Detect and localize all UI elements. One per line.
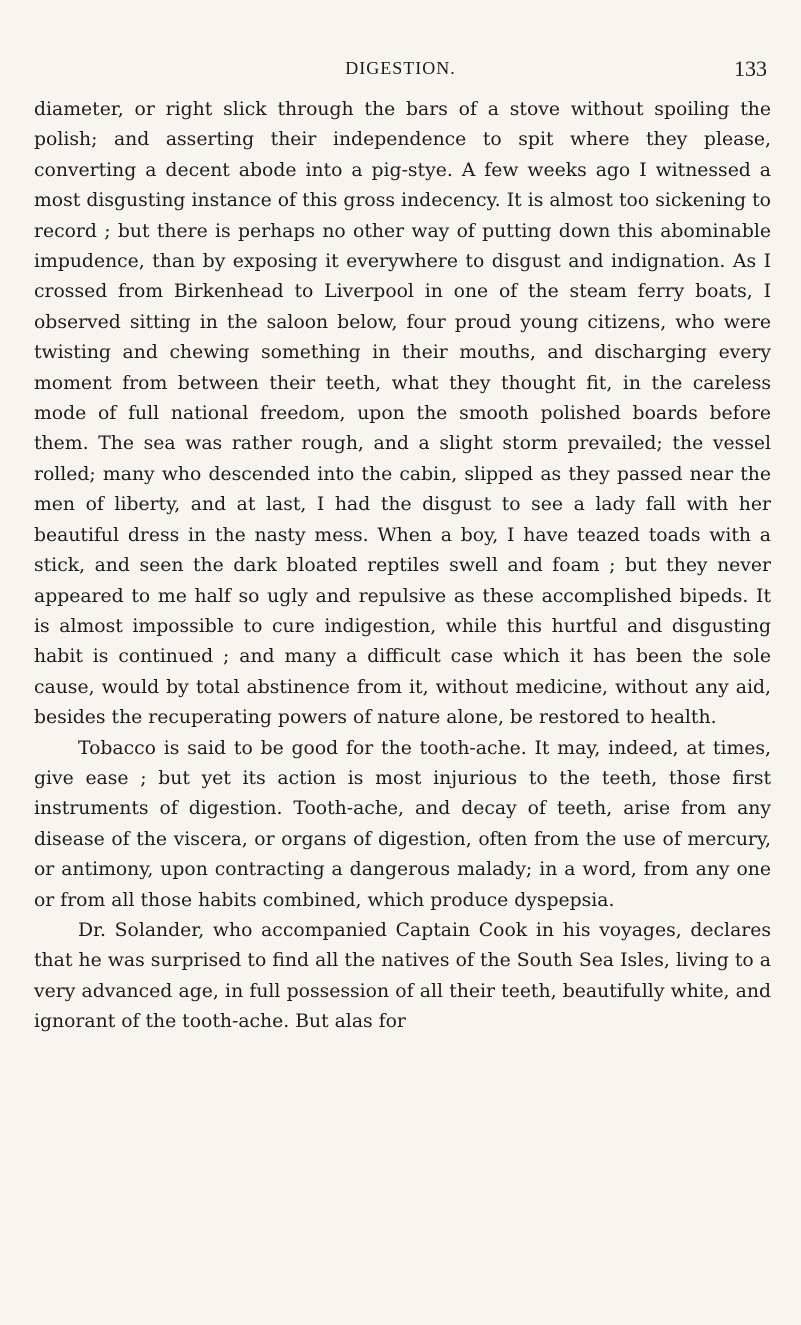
- body-text: [34, 95, 771, 1038]
- running-head: DIGESTION.: [345, 58, 456, 78]
- paragraph: Tobacco is said to be good for the tooth-ache. It may, indeed, at times, give ease ; but yet its action is most injurious to the teeth, those first instruments of digestion. Tooth-ache, and decay of teeth, arise from any disease of the viscera, or organs of digestion, often from the use of mercury, or antimony, upon contracting a dangerous malady; in a word, from any one or from all those habits combined, which produce dyspepsia.: [34, 737, 771, 911]
- page-header: [0, 58, 801, 88]
- page-number: 133: [734, 56, 767, 81]
- paragraph: Dr. Solander, who accompanied Captain Cook in his voyages, declares that he was surprised to find all the natives of the South Sea Isles, living to a very advanced age, in full possession of all their teeth, beautifully white, and ignorant of the tooth-ache. But alas for: [34, 919, 771, 1033]
- paragraph: diameter, or right slick through the bars of a stove without spoiling the polish; and asserting their independence to spit where they please, converting a decent abode into a pig-stye. A few weeks ago I witnessed a most disgusting instance of this gross indecency. It is almost too sickening to record ; but there is perhaps no other way of putting down this abominable impudence, than by exposing it everywhere to disgust and indignation. As I crossed from Birkenhead to Liverpool in one of the steam ferry boats, I observed sitting in the saloon below, four proud young citizens, who were twisting and chewing something in their mouths, and discharging every moment from between their teeth, what they thought fit, in the careless mode of full national freedom, upon the smooth polished boards before them. The sea was rather rough, and a slight storm prevailed; the vessel rolled; many who descended into the cabin, slipped as they passed near the men of liberty, and at last, I had the disgust to see a lady fall with her beautiful dress in the nasty mess. When a boy, I have teazed toads with a stick, and seen the dark bloated reptiles swell and foam ; but they never appeared to me half so ugly and repulsive as these accomplished bipeds. It is almost impossible to cure indigestion, while this hurtful and disgusting habit is continued ; and many a difficult case which it has been the sole cause, would by total abstinence from it, without medicine, without any aid, besides the recuperating powers of nature alone, be restored to health.: [34, 99, 771, 729]
